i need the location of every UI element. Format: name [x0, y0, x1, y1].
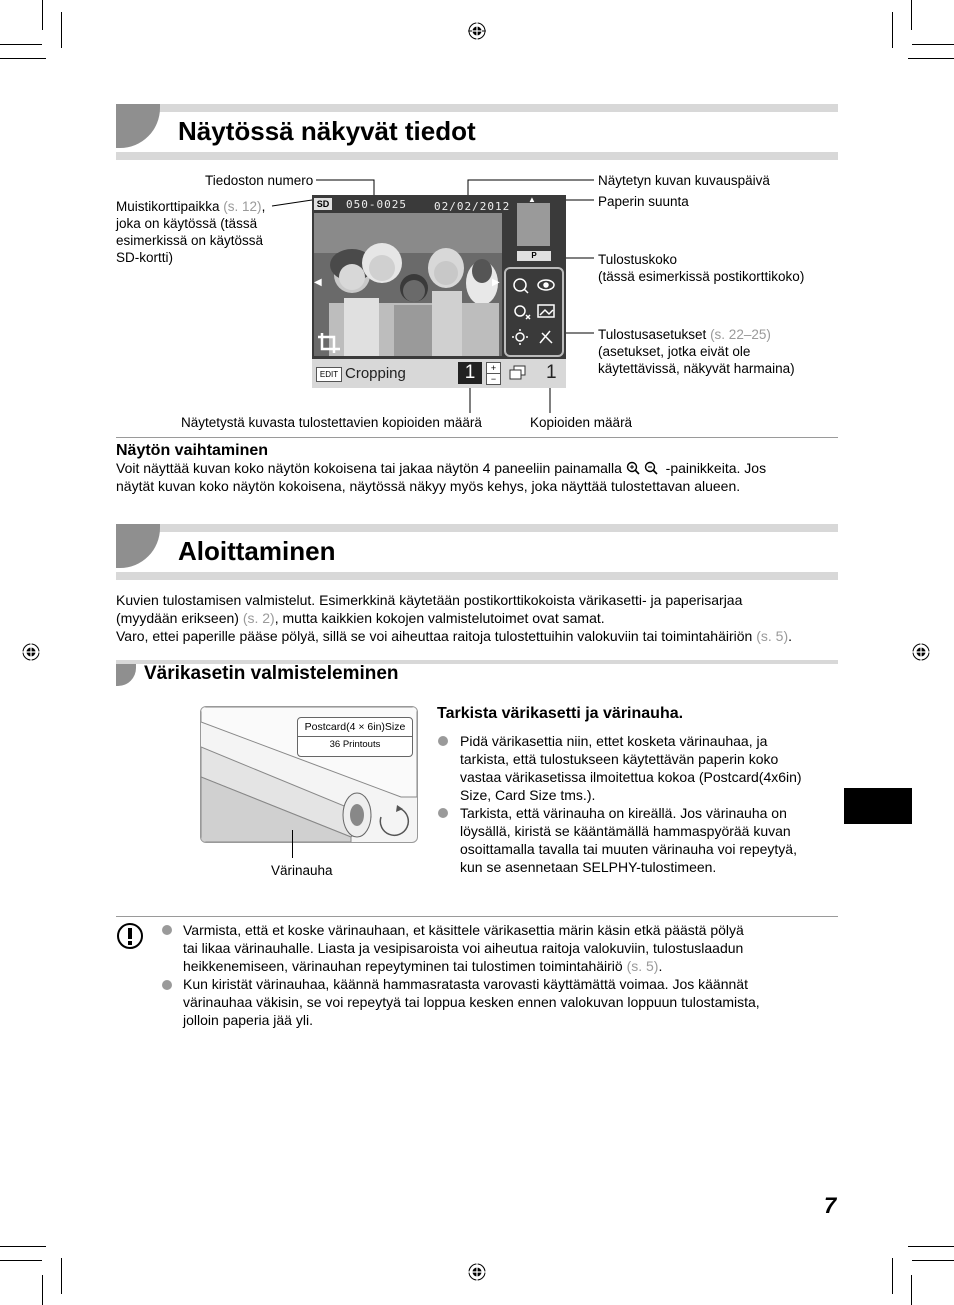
photo-preview: [314, 213, 502, 356]
label-print-settings: Tulostusasetukset (s. 22–25) (asetukset, jotka eivät ole käytettävissä, näkyvät harmaina): [598, 327, 795, 376]
registration-mark-icon: [468, 1263, 486, 1281]
cassette-illustration: [200, 706, 418, 843]
chapter-tab: [844, 788, 912, 824]
zoom-buttons-icon: [626, 461, 662, 475]
crop-mark: [912, 1260, 954, 1261]
crop-mark: [0, 1246, 46, 1247]
crop-mark: [908, 1246, 954, 1247]
subheading-display-switch: Näytön vaihtaminen: [116, 442, 269, 459]
bullet-icon: [162, 925, 172, 935]
print-settings-icons: [506, 269, 562, 355]
subsection-title-cassette: Värikasetin valmisteleminen: [144, 663, 399, 684]
step-bullet-2: Tarkista, että värinauha on kireällä. Jos värinauha on löysällä, kiristä se kääntämällä hammaspyörää kuvan osoittamalla tavalla tai muuten värinauha voi repeytyä, kun se asennetaan SELPHY-tulostimeen.: [460, 805, 797, 875]
right-arrow-icon: ▶: [492, 277, 500, 288]
caution-icon: [116, 922, 144, 950]
print-settings-panel: [504, 267, 564, 357]
file-number-display: 050-0025: [346, 198, 407, 211]
children-photo: [314, 213, 502, 356]
printer-screen: [312, 195, 566, 388]
crop-mark: [911, 1275, 912, 1305]
caution-bullet-2: Kun kiristät värinauhaa, käännä hammasratasta varovasti käyttämättä voimaa. Jos käännät värinauhaa väkisin, se voi repeytyä tai loppua kesken ennen valokuvan loppuun tulostamista, jolloin paperia jää yli.: [183, 976, 760, 1028]
date-display: 02/02/2012: [434, 200, 511, 213]
card-badge: SD: [314, 198, 332, 210]
label-paper-orientation: Paperin suunta: [598, 194, 689, 209]
crop-mark: [42, 1275, 43, 1305]
crop-mark: [0, 1260, 42, 1261]
left-arrow-icon: ◀: [314, 277, 322, 288]
label-copies-of-image: Näytetystä kuvasta tulostettavien kopioiden määrä: [181, 415, 482, 430]
registration-mark-icon: [22, 643, 40, 661]
caution-divider: [116, 916, 838, 917]
caution-bullet-1: Varmista, että et koske värinauhaan, et käsittele värikasettia märin käsin etkä päästä pölyä tai likaa värinauhalle. Liasta ja vesipisaroista voi aiheutua raitoja valokuviin, tulostuslaadun heikkenemiseen, värinauhan repeytyminen tai tulostimen toimintahäiriö (s. 5).: [183, 922, 744, 974]
step-bullet-1: Pidä värikasettia niin, ettet kosketa värinauhaa, ja tarkista, että tulostukseen käytettävän paperin koko vastaa värikasetissa ilmoitettua kokoa (Postcard(4x6in) Size, Card Size tms.).: [460, 733, 802, 803]
ribbon-callout-line: [292, 830, 293, 858]
copies-counter: 1: [458, 362, 482, 384]
display-switch-paragraph: Voit näyttää kuvan koko näytön kokoisena tai jakaa näytön 4 paneeliin painamalla -painikkeita. Jos näytät kuvan koko näytön kokoisena, näytössä näkyy myös kehys, joka näyttää tulostettavan alueen.: [116, 460, 767, 494]
subsection-tab: [116, 664, 136, 686]
up-arrow-icon: ▲: [528, 195, 536, 204]
cassette-size-label: [297, 717, 413, 757]
label-shoot-date: Näytetyn kuvan kuvauspäivä: [598, 173, 770, 188]
banner-top-bar: [116, 524, 838, 532]
ribbon-label: Värinauha: [271, 863, 333, 878]
section-title-getting-started: Aloittaminen: [178, 536, 336, 566]
banner-tab: [116, 524, 160, 568]
plus-button[interactable]: +: [486, 362, 501, 374]
paper-orientation-indicator: [517, 203, 550, 246]
crop-mark: [892, 1258, 893, 1294]
getting-started-paragraph: Kuvien tulostamisen valmistelut. Esimerkkinä käytetään postikorttikokoista värikasetti- ja paperisarjaa (myydään erikseen) (s. 2), mutta kaikkien kokojen valmistelutoimet ovat samat. Varo, ettei paperille pääse pölyä, sillä se voi aiheuttaa raitoja tulostettuihin valokuviin tai toimintahäiriön (s. 5).: [116, 592, 793, 644]
page-number: 7: [824, 1193, 837, 1218]
step-title: Tarkista värikasetti ja värinauha.: [437, 705, 684, 722]
bullet-icon: [438, 808, 448, 818]
label-memory-card: Muistikorttipaikka (s. 12), joka on käytössä (tässä esimerkissä on käytössä SD-kortti): [116, 199, 266, 265]
label-copies-total: Kopioiden määrä: [530, 415, 633, 430]
bullet-icon: [162, 980, 172, 990]
crop-icon: [316, 331, 342, 355]
edit-badge: EDIT: [316, 367, 342, 382]
copies-stack-icon: [509, 365, 527, 381]
print-size-badge: P: [517, 251, 551, 261]
total-copies: 1: [546, 362, 557, 383]
divider: [116, 437, 838, 438]
section-title-screen-info: Näytössä näkyvät tiedot: [178, 116, 476, 146]
label-file-number: Tiedoston numero: [205, 173, 314, 188]
minus-button[interactable]: −: [486, 373, 501, 385]
crop-mark: [61, 1258, 62, 1294]
label-print-size: Tulostuskoko (tässä esimerkissä postikorttikoko): [598, 252, 805, 284]
cassette-count-text: 36 Printouts: [329, 739, 381, 750]
mode-label: Cropping: [345, 365, 406, 382]
bullet-icon: [438, 736, 448, 746]
banner-bottom-bar: [116, 572, 838, 580]
registration-mark-icon: [912, 643, 930, 661]
cassette-size-text: Postcard(4 × 6in)Size: [298, 721, 412, 737]
